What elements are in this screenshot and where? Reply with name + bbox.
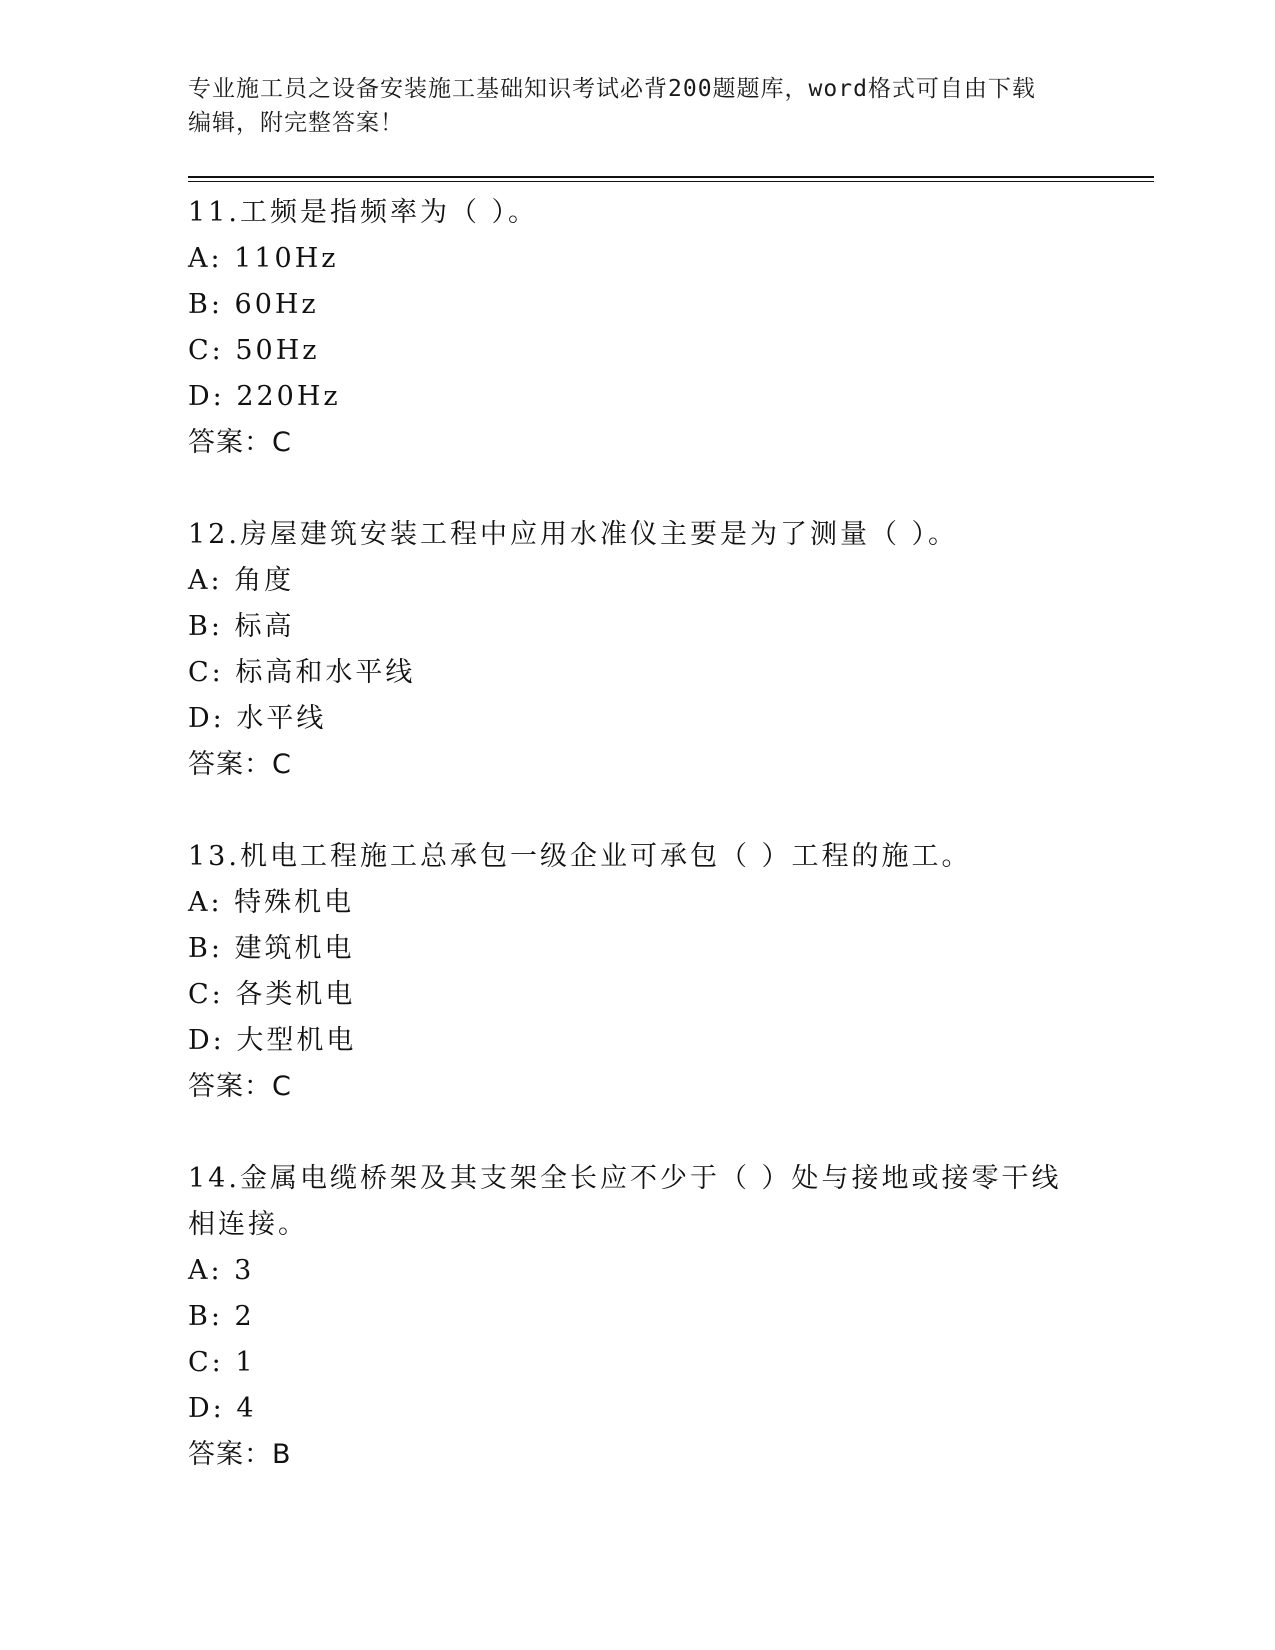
option-d: D: 4 (188, 1393, 257, 1424)
option-c: C: 标高和水平线 (188, 657, 416, 688)
header-line-2: 编辑，附完整答案！ (188, 110, 404, 136)
question-stem: 13.机电工程施工总承包一级企业可承包（ ）工程的施工。 (188, 841, 972, 872)
header-divider-thin (188, 181, 1154, 182)
option-c: C: 1 (188, 1347, 256, 1378)
answer: 答案：C (188, 427, 292, 458)
question-13 (188, 834, 1088, 1110)
option-a: A: 110Hz (188, 243, 339, 274)
option-c: C: 各类机电 (188, 979, 356, 1010)
option-b: B: 标高 (188, 611, 295, 642)
document-header (188, 72, 1068, 140)
option-d: D: 大型机电 (188, 1025, 357, 1056)
question-list (188, 190, 1088, 1524)
option-a: A: 3 (188, 1255, 255, 1286)
question-stem: 14.金属电缆桥架及其支架全长应不少于（ ）处与接地或接零干线相连接。 (188, 1163, 1062, 1240)
option-a: A: 角度 (188, 565, 295, 596)
question-12 (188, 512, 1088, 788)
option-c: C: 50Hz (188, 335, 320, 366)
question-stem: 11.工频是指频率为（ ）。 (188, 197, 539, 228)
option-d: D: 220Hz (188, 381, 341, 412)
option-b: B: 建筑机电 (188, 933, 355, 964)
question-14 (188, 1156, 1088, 1478)
header-line-1: 专业施工员之设备安装施工基础知识考试必背200题题库，word格式可自由下载 (188, 76, 1036, 102)
question-11 (188, 190, 1088, 466)
option-b: B: 2 (188, 1301, 255, 1332)
option-d: D: 水平线 (188, 703, 327, 734)
header-divider-thick (188, 176, 1154, 178)
question-stem: 12.房屋建筑安装工程中应用水准仪主要是为了测量（ ）。 (188, 519, 959, 550)
option-a: A: 特殊机电 (188, 887, 355, 918)
answer: 答案：C (188, 749, 292, 780)
option-b: B: 60Hz (188, 289, 319, 320)
answer: 答案：C (188, 1071, 292, 1102)
answer: 答案：B (188, 1439, 292, 1470)
